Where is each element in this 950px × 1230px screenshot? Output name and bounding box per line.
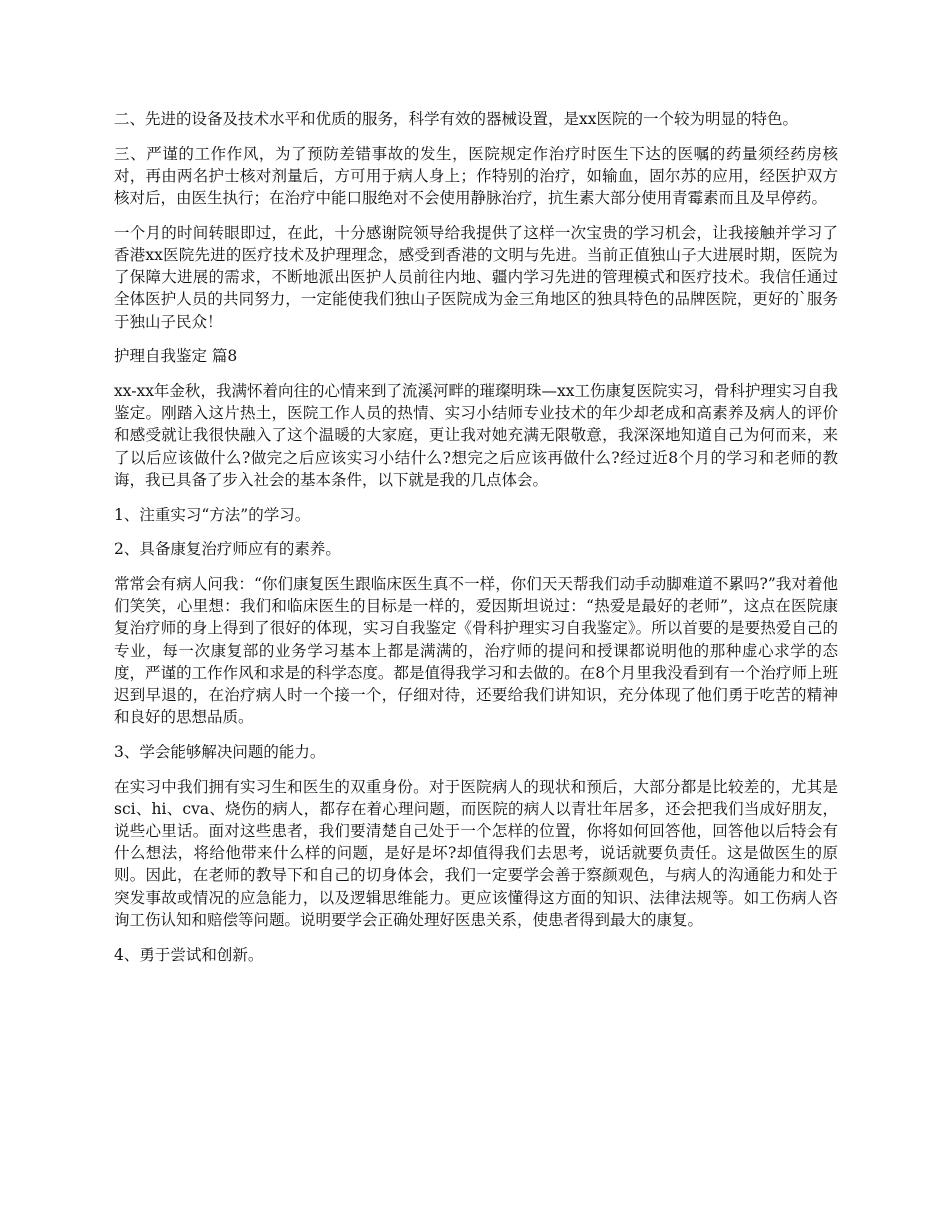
paragraph-equipment: 二、先进的设备及技术水平和优质的服务，科学有效的器械设置，是xx医院的一个较为明显的特色。 [114, 110, 798, 128]
point-1: 1、注重实习“方法”的学习。 [114, 505, 311, 524]
paragraph-point-3-body: 在实习中我们拥有实习生和医生的双重身份。对于医院病人的现状和预后，大部分都是比较差的，尤其是sci、hi、cva、烧伤的病人，都存在着心理问题，而医院的病人以青壮年居多，还会把我们当成好朋友，说些心里话。面对这些患者，我们要清楚自己处于一个怎样的位置，你将如何回答他，回答他以后特会有什么想法，将给他带来什么样的问题，是好是坏?却值得我们去思考，说话就要负责任。这是做医生的原则。因此，在老师的教导下和自己的切身体会，我们一定要学会善于察颜观色，与病人的沟通能力和处于突发事故或情况的应急能力，以及逻辑思维能力。更应该懂得这方面的知识、法律法规等。如工伤病人咨询工伤认知和赔偿等问题。说明要学会正确处理好医患关系，使患者得到最大的康复。 [114, 777, 838, 929]
paragraph-work-style: 三、严谨的工作作风，为了预防差错事故的发生，医院规定作治疗时医生下达的医嘱的药量须经药房核对，再由两名护士核对剂量后，方可用于病人身上；作特别的治疗，如输血，固尔苏的应用，经医护双方核对后，由医生执行；在治疗中能口服绝对不会使用静脉治疗，抗生素大部分使用青霉素而且及早停药。 [114, 144, 838, 208]
section-heading: 护理自我鉴定 篇8 [114, 347, 238, 366]
paragraph-point-2-body: 常常会有病人问我：“你们康复医生跟临床医生真不一样，你们天天帮我们动手动脚难道不累吗?”我对着他们笑笑，心里想：我们和临床医生的目标是一样的，爱因斯坦说过：“热爱是最好的老师”，这点在医院康复治疗师的身上得到了很好的体现，实习自我鉴定《骨科护理实习自我鉴定》。所以首要的是要热爱自己的专业，每一次康复部的业务学习基本上都是满满的，治疗师的提问和授课都说明他的那种虚心求学的态度，严谨的工作作风和求是的科学态度。都是值得我学习和去做的。在8个月里我没看到有一个治疗师上班迟到早退的，在治疗病人时一个接一个，仔细对待，还要给我们讲知识，充分体现了他们勇于吃苦的精神和良好的思想品质。 [114, 574, 838, 727]
paragraph-intro: xx-xx年金秋，我满怀着向往的心情来到了流溪河畔的璀璨明珠—xx工伤康复医院实习，骨科护理实习自我鉴定。刚踏入这片热土，医院工作人员的热情、实习小结师专业技术的年少却老成和高素养及病人的评价和感受就让我很快融入了这个温暖的大家庭，更让我对她充满无限敬意，我深深地知道自己为何而来，来了以后应该做什么?做完之后应该实习小结什么?想完之后应该再做什么?经过近8个月的学习和老师的教诲，我已具备了步入社会的基本条件，以下就是我的几点体会。 [114, 382, 838, 489]
point-3: 3、学会能够解决问题的能力。 [114, 742, 326, 761]
point-4: 4、勇于尝试和创新。 [114, 945, 264, 964]
paragraph-conclusion: 一个月的时间转眼即过，在此，十分感谢院领导给我提供了这样一次宝贵的学习机会，让我接触并学习了香港xx医院先进的医疗技术及护理理念，感受到香港的文明与先进。当前正值独山子大进展时期，医院为了保障大进展的需求，不断地派出医护人员前往内地、疆内学习先进的管理模式和医疗技术。我信任通过全体医护人员的共同努力，一定能使我们独山子医院成为金三角地区的独具特色的品牌医院，更好的`服务于独山子民众！ [114, 223, 838, 331]
document-body [114, 108, 838, 978]
point-2: 2、具备康复治疗师应有的素养。 [114, 540, 341, 559]
